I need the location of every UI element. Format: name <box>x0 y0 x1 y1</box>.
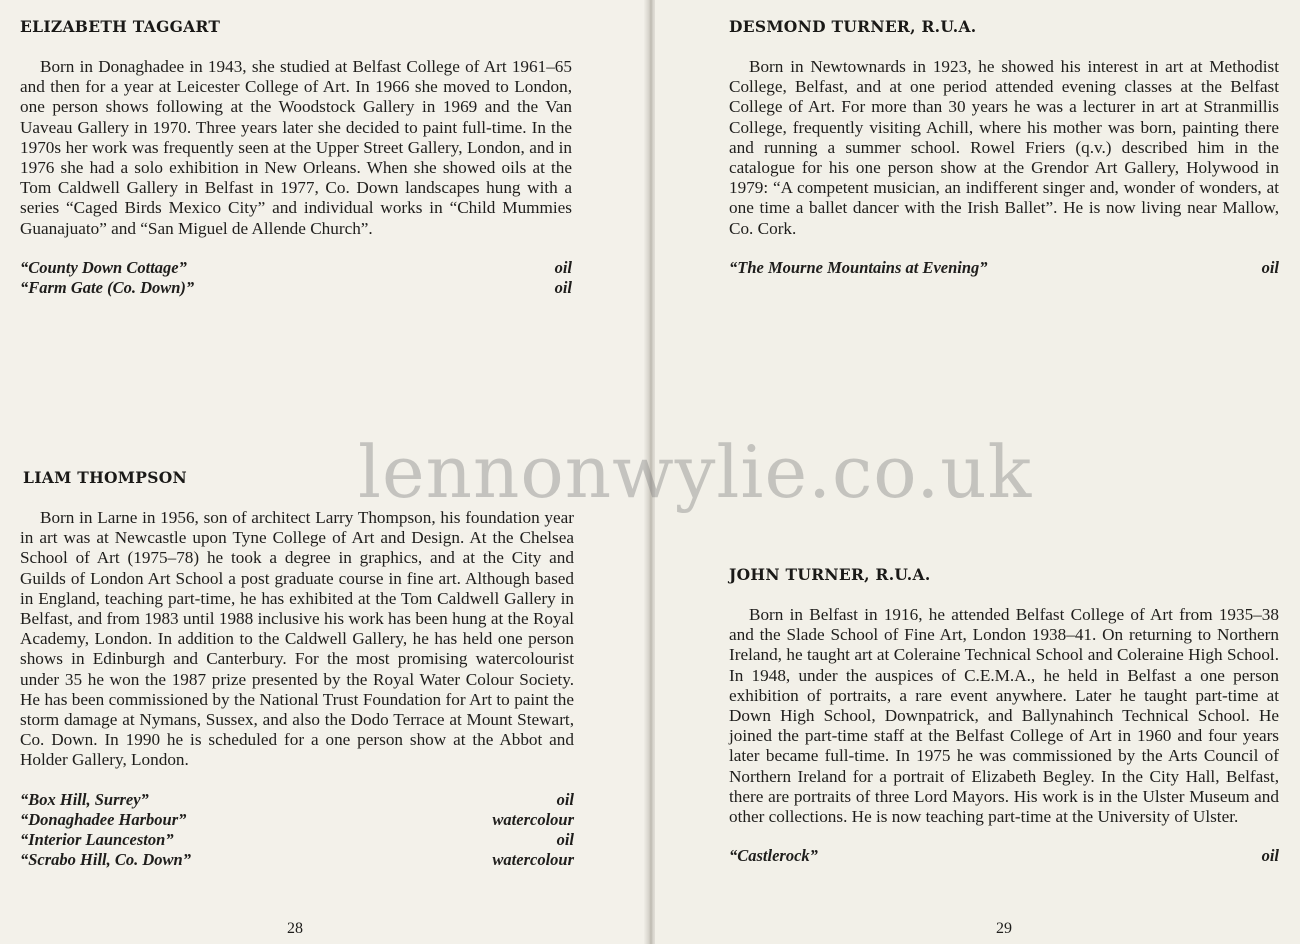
work-medium: oil <box>554 278 572 298</box>
page-number: 29 <box>996 920 1012 937</box>
work-title: “Interior Launceston” <box>20 830 174 850</box>
artist-entry-john-turner <box>729 565 1279 866</box>
work-item <box>20 790 574 810</box>
works-list <box>729 258 1279 278</box>
work-item <box>20 850 574 870</box>
works-list <box>20 258 572 298</box>
work-medium: oil <box>556 830 574 850</box>
artist-entry-desmond-turner <box>729 17 1279 278</box>
work-title: “Donaghadee Harbour” <box>20 809 187 829</box>
work-medium: watercolour <box>492 850 574 870</box>
works-list <box>20 790 574 871</box>
artist-name: DESMOND TURNER, R.U.A. <box>729 17 977 36</box>
works-list <box>729 846 1279 866</box>
work-medium: oil <box>554 257 572 277</box>
watermark-text: lennonwylie.co.uk <box>358 430 1033 514</box>
work-medium: watercolour <box>492 809 574 829</box>
artist-entry-thompson <box>20 468 574 870</box>
artist-biography: Born in Newtownards in 1923, he showed his interest in art at Methodist College, Belfast, and at one period attended evening classes at the Belfast College of Art. For more than 30 years he was a lecturer in art at Stranmillis College, frequently visiting Achill, where his mother was born, painting there and running a summer school. Rowel Friers (q.v.) described him in the catalogue for his one person show at the Grendor Art Gallery, Holywood in 1979: “A competent musician, an indifferent singer and, wonder of wonders, at one time a ballet dancer with the Irish Ballet”. He is now living near Mallow, Co. Cork. <box>729 57 1279 238</box>
artist-biography: Born in Larne in 1956, son of architect Larry Thompson, his foundation year in art was at Newcastle upon Tyne College of Art and Design. At the Chelsea School of Art (1975–78) he took a degree in graphics, and at the City and Guilds of London Art School a post graduate course in fine art. Although based in England, teaching part-time, he has exhibited at the Tom Caldwell Gallery in Belfast, and from 1983 until 1988 inclusive his work has been hung at the Royal Academy, London. In addition to the Caldwell Gallery, he has held one person shows in Edinburgh and Canterbury. For the most promising watercolourist under 35 he won the 1987 prize presented by the Royal Water Colour Society. He has been commissioned by the National Trust Foundation for Art to paint the storm damage at Nymans, Sussex, and also the Dodo Terrace at Mount Stewart, Co. Down. In 1990 he is scheduled for a one person show at the Abbot and Holder Gallery, London. <box>20 508 574 770</box>
work-medium: oil <box>1261 846 1279 866</box>
work-item <box>20 278 572 298</box>
work-item <box>20 810 574 830</box>
work-title: “Farm Gate (Co. Down)” <box>20 278 195 298</box>
artist-entry-taggart <box>20 17 572 298</box>
work-item <box>729 846 1279 866</box>
work-medium: oil <box>1261 257 1279 277</box>
work-title: “Castlerock” <box>729 846 818 866</box>
work-item <box>20 830 574 850</box>
work-title: “The Mourne Mountains at Evening” <box>729 257 988 277</box>
work-medium: oil <box>556 789 574 809</box>
artist-name: ELIZABETH TAGGART <box>20 17 221 36</box>
artist-name: LIAM THOMPSON <box>23 468 187 487</box>
work-item <box>729 258 1279 278</box>
work-title: “County Down Cottage” <box>20 257 187 277</box>
artist-biography: Born in Donaghadee in 1943, she studied at Belfast College of Art 1961–65 and then for a year at Leicester College of Art. In 1966 she moved to London, one person shows following at the Woodstock Gallery in 1969 and the Van Uaveau Gallery in 1970. Three years later she decided to paint full-time. In the 1970s her work was frequently seen at the Upper Street Gallery, London, and in 1976 she had a solo exhibition in New Orleans. When she showed oils at the Tom Caldwell Gallery in Belfast in 1977, Co. Down landscapes hung with a series “Caged Birds Mexico City” and individual works in “Child Mummies Guanajuato” and “San Miguel de Allende Church”. <box>20 57 572 238</box>
page-number: 28 <box>287 920 303 937</box>
artist-name: JOHN TURNER, R.U.A. <box>729 565 931 584</box>
artist-biography: Born in Belfast in 1916, he attended Belfast College of Art from 1935–38 and the Slade School of Fine Art, London 1938–41. On returning to Northern Ireland, he taught art at Coleraine Technical School and Coleraine High School. In 1948, under the auspices of C.E.M.A., he held in Belfast a one person exhibition of portraits, a rare event anywhere. Later he taught part-time at Down High School, Downpatrick, and Ballynahinch Technical School. He joined the part-time staff at the Belfast College of Art in 1960 and four years later became full-time. In 1975 he was commissioned by the Arts Council of Northern Ireland for a portrait of Elizabeth Begley. In the City Hall, Belfast, there are portraits of three Lord Mayors. His work is in the Ulster Museum and other collections. He is now teaching part-time at the University of Ulster. <box>729 605 1279 827</box>
work-title: “Scrabo Hill, Co. Down” <box>20 850 191 870</box>
work-title: “Box Hill, Surrey” <box>20 789 149 809</box>
work-item <box>20 258 572 278</box>
